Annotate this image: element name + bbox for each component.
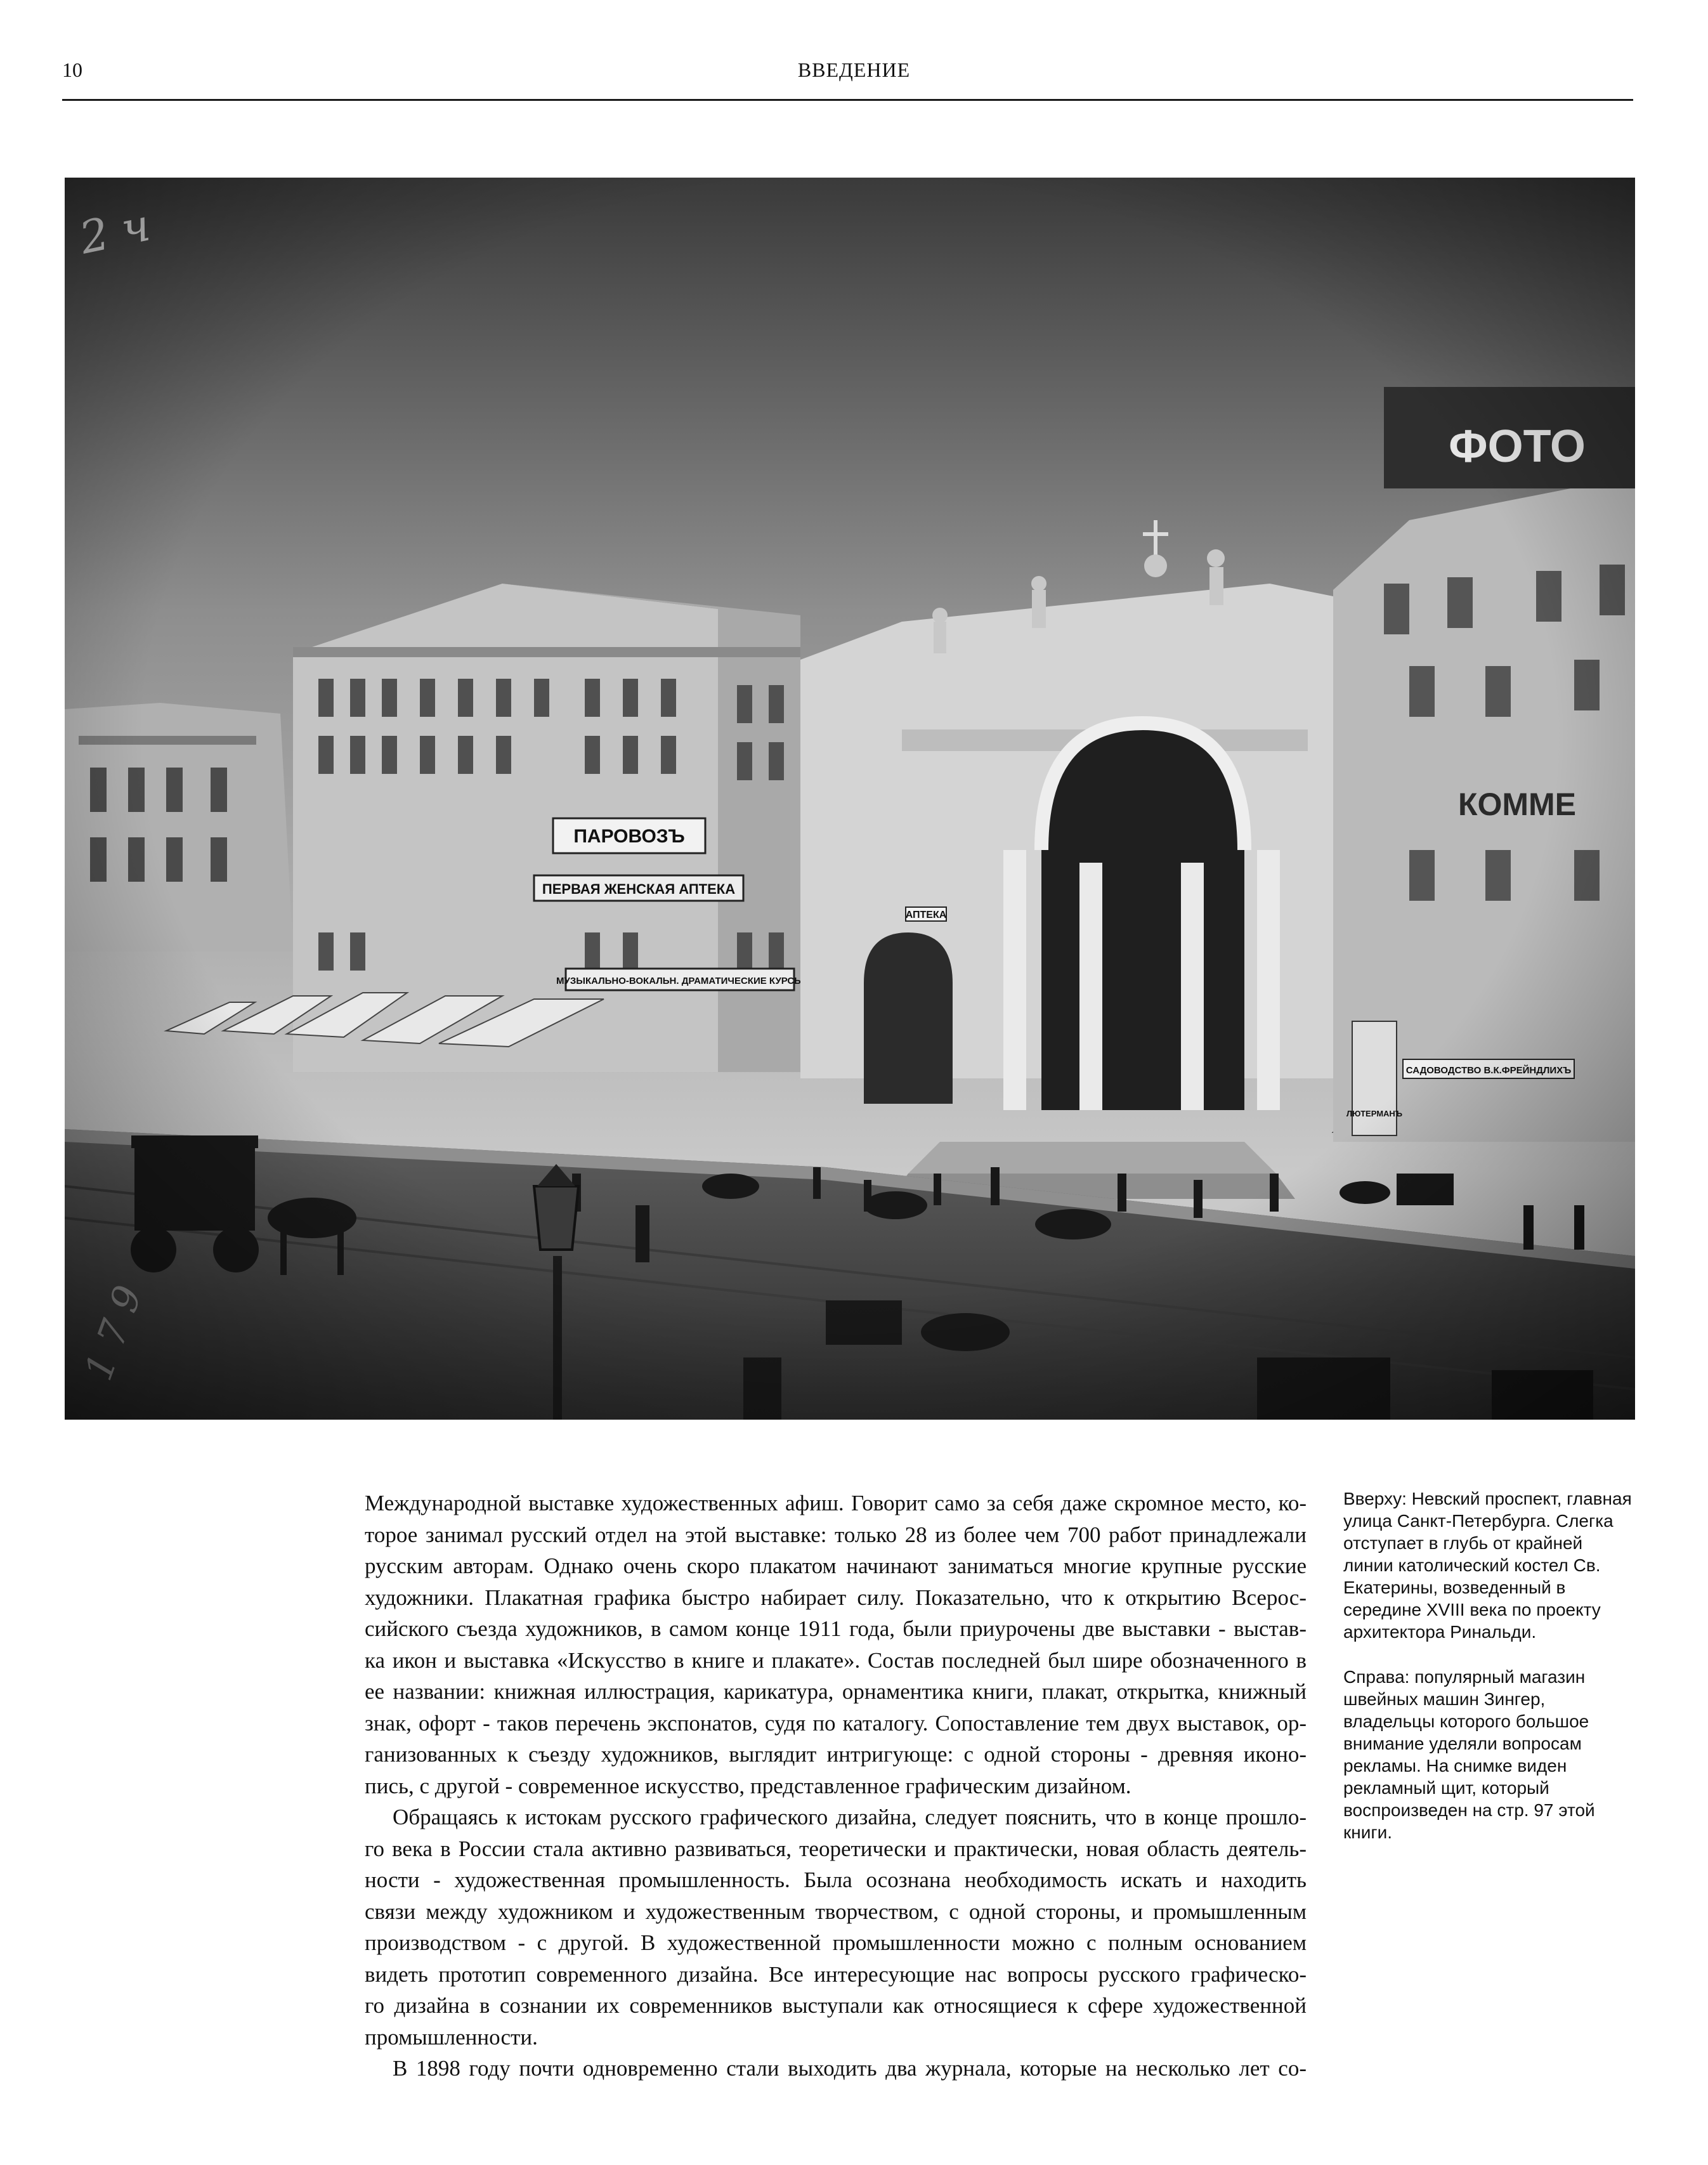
page-number: 10	[62, 58, 82, 81]
nevsky-prospect-photo	[65, 178, 1635, 1420]
caption-line: внимание уделяли вопросам	[1343, 1734, 1582, 1753]
caption-line: улица Санкт-Петербурга. Слегка	[1343, 1511, 1613, 1531]
body-line: знак, офорт - таков перечень экспонатов, судя по каталогу. Сопоставление тем двух выставок, ор-	[365, 1710, 1307, 1736]
caption-line: воспроизведен на стр. 97 этой	[1343, 1800, 1595, 1820]
body-line: В 1898 году почти одновременно стали выходить два журнала, которые на несколько лет со-	[393, 2056, 1307, 2081]
caption-right	[1343, 1666, 1635, 1843]
body-line: видеть прототип современного дизайна. Все интересующие нас вопросы русского графическо-	[365, 1961, 1307, 1987]
body-line: русским авторам. Однако очень скоро плакатом начинают заниматься многие крупные русские	[365, 1553, 1307, 1578]
body-line: промышленности.	[365, 2024, 538, 2050]
caption-top	[1343, 1488, 1635, 1643]
body-line: го дизайна в сознании их современников выступали как относящиеся к сфере художественной	[365, 1993, 1307, 2018]
body-line: торое занимал русский отдел на этой выставке: только 28 из более чем 700 работ принадлежали	[365, 1522, 1307, 1547]
caption-line: середине XVIII века по проекту	[1343, 1600, 1601, 1619]
body-line: ганизованных к съезду художников, выглядит интригующе: с одной стороны - древняя иконо-	[365, 1742, 1307, 1767]
body-text	[365, 1488, 1307, 2084]
body-line: производством - с другой. В художественной промышленности можно с полным основанием	[365, 1930, 1307, 1955]
caption-line: владельцы которого большое	[1343, 1711, 1589, 1731]
caption-line: линии католический костел Св.	[1343, 1555, 1601, 1575]
caption-line: Справа: популярный магазин	[1343, 1667, 1586, 1687]
photo-captions	[1343, 1488, 1635, 1843]
body-line: ности - художественная промышленность. Была осознана необходимость искать и находить	[365, 1867, 1307, 1892]
body-line: Международной выставке художественных афиш. Говорит само за себя даже скромное место, ко-	[365, 1491, 1307, 1515]
caption-line: Екатерины, возведенный в	[1343, 1578, 1566, 1597]
caption-line: Вверху: Невский проспект, главная	[1343, 1489, 1632, 1508]
header-rule	[62, 99, 1633, 101]
section-title: ВВЕДЕНИЕ	[797, 58, 911, 81]
body-line: Обращаясь к истокам русского графического дизайна, следует пояснить, что в конце прошло-	[393, 1805, 1307, 1829]
caption-line: рекламы. На снимке виден	[1343, 1756, 1567, 1776]
caption-line: книги.	[1343, 1822, 1392, 1842]
body-line: ее названии: книжная иллюстрация, карикатура, орнаментика книги, плакат, открытка, книжный	[365, 1679, 1307, 1704]
body-line: ка икон и выставка «Искусство в книге и плакате». Состав последней был шире обозначенного в	[365, 1647, 1307, 1673]
body-line: художники. Плакатная графика быстро набирает силу. Показательно, что к открытию Всерос-	[365, 1585, 1307, 1610]
caption-line: отступает в глубь от крайней	[1343, 1533, 1583, 1553]
caption-line: рекламный щит, который	[1343, 1778, 1549, 1798]
body-line: пись, с другой - современное искусство, представленное графическим дизайном.	[365, 1773, 1131, 1798]
body-line: го века в России стала активно развиваться, теоретически и практически, новая область деятель-	[365, 1836, 1307, 1861]
body-line: связи между художником и художественным творчеством, с одной стороны, и промышленным	[365, 1899, 1307, 1924]
caption-line: архитектора Ринальди.	[1343, 1622, 1537, 1642]
caption-line: швейных машин Зингер,	[1343, 1689, 1546, 1709]
body-line: сийского съезда художников, в самом конце 1911 года, были приурочены две выставки - выстав-	[365, 1616, 1307, 1641]
